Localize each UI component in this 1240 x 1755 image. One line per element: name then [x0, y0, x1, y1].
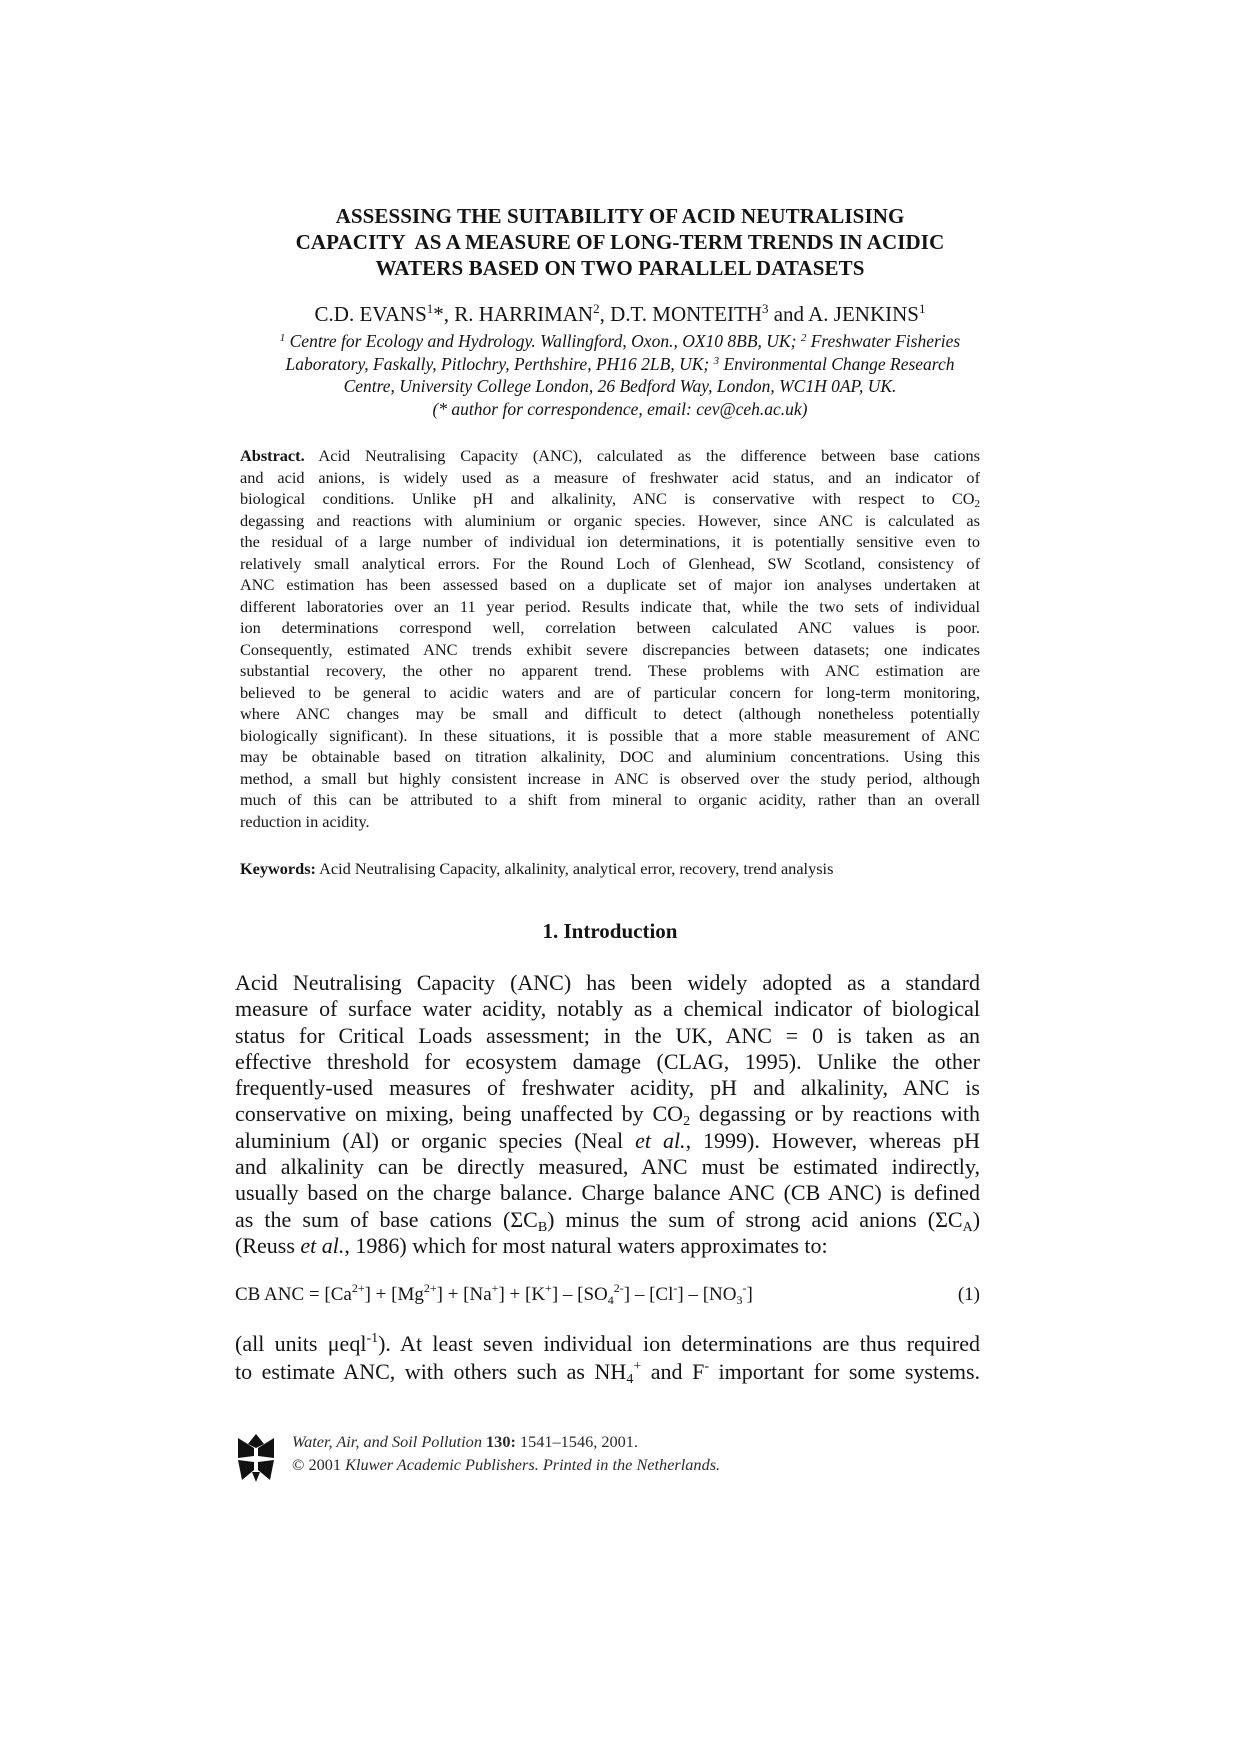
affil-marker: 3	[713, 354, 720, 367]
intro-line: measure of surface water acidity, notably as a chemical indicator of biological	[235, 996, 980, 1022]
eq-sub: 4	[607, 1293, 614, 1307]
eq-part: ] – [Cl	[623, 1284, 674, 1305]
publisher-name: Kluwer Academic Publishers. Printed in the Netherlands.	[345, 1455, 721, 1474]
abstract-line: method, a small but highly consistent increase in ANC is observed over the study period, although	[240, 768, 980, 788]
author-separator: ,	[599, 302, 611, 326]
eq-sup: -	[673, 1281, 678, 1295]
author-separator: ,	[443, 302, 455, 326]
intro-line	[235, 1207, 980, 1233]
intro-line: status for Critical Loads assessment; in the UK, ANC = 0 is taken as an	[235, 1022, 980, 1048]
corresponding-star: *	[433, 302, 444, 326]
copyright-line	[292, 1453, 720, 1476]
citation-line	[292, 1430, 720, 1453]
intro-text: and F	[641, 1359, 705, 1384]
author-2: R. HARRIMAN	[454, 302, 594, 326]
abstract-line	[240, 445, 980, 467]
subscript: 4	[626, 1372, 634, 1387]
abstract-line: may be obtainable based on titration alkalinity, DOC and aluminium concentrations. Using this	[240, 747, 980, 766]
intro-text: ) minus the sum of strong acid anions (ΣC	[547, 1206, 963, 1232]
journal-footer	[236, 1430, 996, 1490]
eq-part: ] + [Na	[436, 1284, 492, 1305]
journal-volume: 130:	[481, 1432, 516, 1451]
eq-sup: -	[742, 1281, 747, 1295]
intro-text: , 1999). However, whereas pH	[685, 1127, 980, 1153]
author-separator: and	[768, 302, 809, 326]
affiliation-line-1	[230, 330, 1010, 353]
intro-line	[235, 1128, 980, 1154]
keywords-text: Acid Neutralising Capacity, alkalinity, analytical error, recovery, trend analysis	[315, 859, 834, 878]
eq-sup: +	[545, 1281, 552, 1295]
abstract-line: ANC estimation has been assessed based on a duplicate set of major ion analyses undertaken at	[240, 575, 980, 594]
abstract-line: where ANC changes may be small and difficult to detect (although nonetheless potentially	[240, 704, 980, 723]
abstract-line: substantial recovery, the other no apparent trend. These problems with ANC estimation are	[240, 661, 980, 680]
section-heading-introduction: 1. Introduction	[542, 919, 678, 943]
intro-text: (Reuss	[235, 1232, 301, 1258]
intro-text: , 1986) which for most natural waters approximates to:	[344, 1232, 828, 1258]
abstract-line: Consequently, estimated ANC trends exhibit severe discrepancies between datasets; one indicates	[240, 639, 980, 659]
journal-name: Water, Air, and Soil Pollution	[292, 1432, 482, 1451]
affil-marker: 1	[279, 332, 286, 344]
eq-sub: 3	[736, 1293, 743, 1307]
intro-text: (all units μeql	[235, 1331, 367, 1356]
abstract-line: and acid anions, is widely used as a measure of freshwater acid status, and an indicator of	[240, 467, 980, 487]
abstract-line: ion determinations correspond well, correlation between calculated ANC values is poor.	[240, 618, 980, 637]
intro-line: usually based on the charge balance. Charge balance ANC (CB ANC) is defined	[235, 1180, 980, 1206]
eq-part: ]	[746, 1284, 753, 1305]
intro-text: ). At least seven individual ion determinations are thus required	[378, 1331, 980, 1356]
abstract-line: believed to be general to acidic waters and are of particular concern for long-term monitoring,	[240, 682, 980, 702]
abstract-line: the residual of a large number of individual ion determinations, it is potentially sensitive even to	[240, 532, 980, 551]
paper-title	[240, 203, 1000, 281]
eq-part: CB ANC = [Ca	[235, 1284, 352, 1305]
intro-text: important for some systems.	[709, 1359, 981, 1384]
intro-line: effective threshold for ecosystem damage (CLAG, 1995). Unlike the other	[235, 1048, 980, 1074]
superscript: -	[704, 1359, 709, 1374]
abstract-line: relatively small analytical errors. For the Round Loch of Glenhead, SW Scotland, consistency of	[240, 553, 980, 573]
eq-part: ] – [NO	[677, 1284, 737, 1305]
abstract-text: Acid Neutralising Capacity (ANC), calculated as the difference between base cations	[304, 446, 980, 465]
intro-line	[235, 1358, 980, 1386]
eq-sup: 2+	[351, 1281, 365, 1295]
affil-marker: 2	[800, 332, 807, 344]
subscript: 2	[683, 1114, 691, 1130]
equation-number: (1)	[957, 1284, 980, 1305]
author-4-affil: 1	[918, 301, 926, 316]
intro-line: and alkalinity can be directly measured, ANC must be estimated indirectly,	[235, 1154, 980, 1180]
intro-text: )	[972, 1206, 981, 1232]
equation-body	[235, 1281, 753, 1307]
eq-sup: 2-	[613, 1281, 624, 1295]
affiliation-line-2	[230, 353, 1010, 376]
author-1: C.D. EVANS	[314, 302, 427, 326]
eq-part: ] + [Mg	[364, 1284, 424, 1305]
eq-sup: 2+	[423, 1281, 437, 1295]
intro-text: degassing or by reactions with	[690, 1101, 980, 1127]
abstract-line: biologically significant). In these situations, it is possible that a more stable measurement of ANC	[240, 725, 980, 745]
abstract-line: different laboratories over an 11 year period. Results indicate that, while the two sets of individual	[240, 596, 980, 616]
journal-pages: 1541–1546, 2001.	[515, 1432, 638, 1451]
intro-line	[235, 1233, 980, 1259]
co2-subscript: 2	[974, 498, 980, 510]
keywords	[240, 858, 980, 880]
footer-text	[292, 1430, 720, 1476]
eq-part: ] + [K	[498, 1284, 546, 1305]
abstract-line	[240, 488, 980, 510]
abstract-label: Abstract.	[240, 446, 305, 465]
affil-text: Centre for Ecology and Hydrology. Wallingford, Oxon., OX10 8BB, UK;	[285, 331, 801, 351]
eq-part: ] – [SO	[551, 1284, 608, 1305]
author-list	[240, 301, 1000, 327]
correspondence-note: (* author for correspondence, email: cev@ceh.ac.uk)	[432, 398, 808, 419]
author-3-affil: 3	[761, 301, 769, 316]
intro-line: frequently-used measures of freshwater acidity, pH and alkalinity, ANC is	[235, 1075, 980, 1101]
affil-text: Environmental Change Research	[719, 353, 955, 374]
eq-sup: +	[491, 1281, 499, 1295]
subscript: B	[537, 1219, 548, 1235]
affiliations	[230, 330, 1010, 420]
author-4: A. JENKINS	[808, 302, 919, 326]
title-line-3: WATERS BASED ON TWO PARALLEL DATASETS	[375, 256, 865, 280]
abstract-line: degassing and reactions with aluminium or organic species. However, since ANC is calculated as	[240, 510, 980, 530]
author-2-affil: 2	[593, 301, 600, 316]
intro-italic: et al.	[300, 1232, 345, 1258]
intro-line	[235, 1330, 980, 1358]
intro-line: Acid Neutralising Capacity (ANC) has been widely adopted as a standard	[235, 970, 980, 995]
title-line-1: ASSESSING THE SUITABILITY OF ACID NEUTRALISING	[335, 204, 905, 228]
author-1-affil: 1	[426, 301, 434, 316]
intro-text: conservative on mixing, being unaffected by CO	[235, 1101, 684, 1127]
abstract-line: reduction in acidity.	[240, 811, 370, 831]
intro-text: to estimate ANC, with others such as NH	[235, 1359, 627, 1384]
abstract-line: much of this can be attributed to a shift from mineral to organic acidity, rather than an overall	[240, 790, 980, 809]
intro-italic: et al.	[635, 1127, 686, 1153]
keywords-label: Keywords:	[240, 859, 316, 878]
title-line-2: CAPACITY AS A MEASURE OF LONG-TERM TRENDS IN ACIDIC	[295, 230, 945, 254]
author-3: D.T. MONTEITH	[610, 302, 762, 326]
introduction-paragraph-2	[235, 1330, 980, 1386]
intro-text: as the sum of base cations (ΣC	[235, 1206, 538, 1232]
copyright-symbol: © 2001	[292, 1455, 346, 1474]
affil-text: Laboratory, Faskally, Pitlochry, Perthshire, PH16 2LB, UK;	[285, 353, 714, 374]
subscript: A	[962, 1219, 973, 1235]
introduction-paragraph	[235, 970, 980, 1259]
intro-line	[235, 1101, 980, 1130]
publisher-logo-icon	[236, 1434, 276, 1482]
abstract	[240, 445, 980, 832]
superscript: +	[633, 1359, 642, 1374]
superscript: -1	[366, 1331, 379, 1346]
affiliation-line-3: Centre, University College London, 26 Bedford Way, London, WC1H 0AP, UK.	[343, 376, 897, 396]
abstract-text: biological conditions. Unlike pH and alkalinity, ANC is conservative with respect to CO	[240, 489, 975, 508]
intro-text: aluminium (Al) or organic species (Neal	[235, 1127, 636, 1153]
equation-1	[235, 1283, 980, 1307]
affil-text: Freshwater Fisheries	[806, 331, 961, 351]
